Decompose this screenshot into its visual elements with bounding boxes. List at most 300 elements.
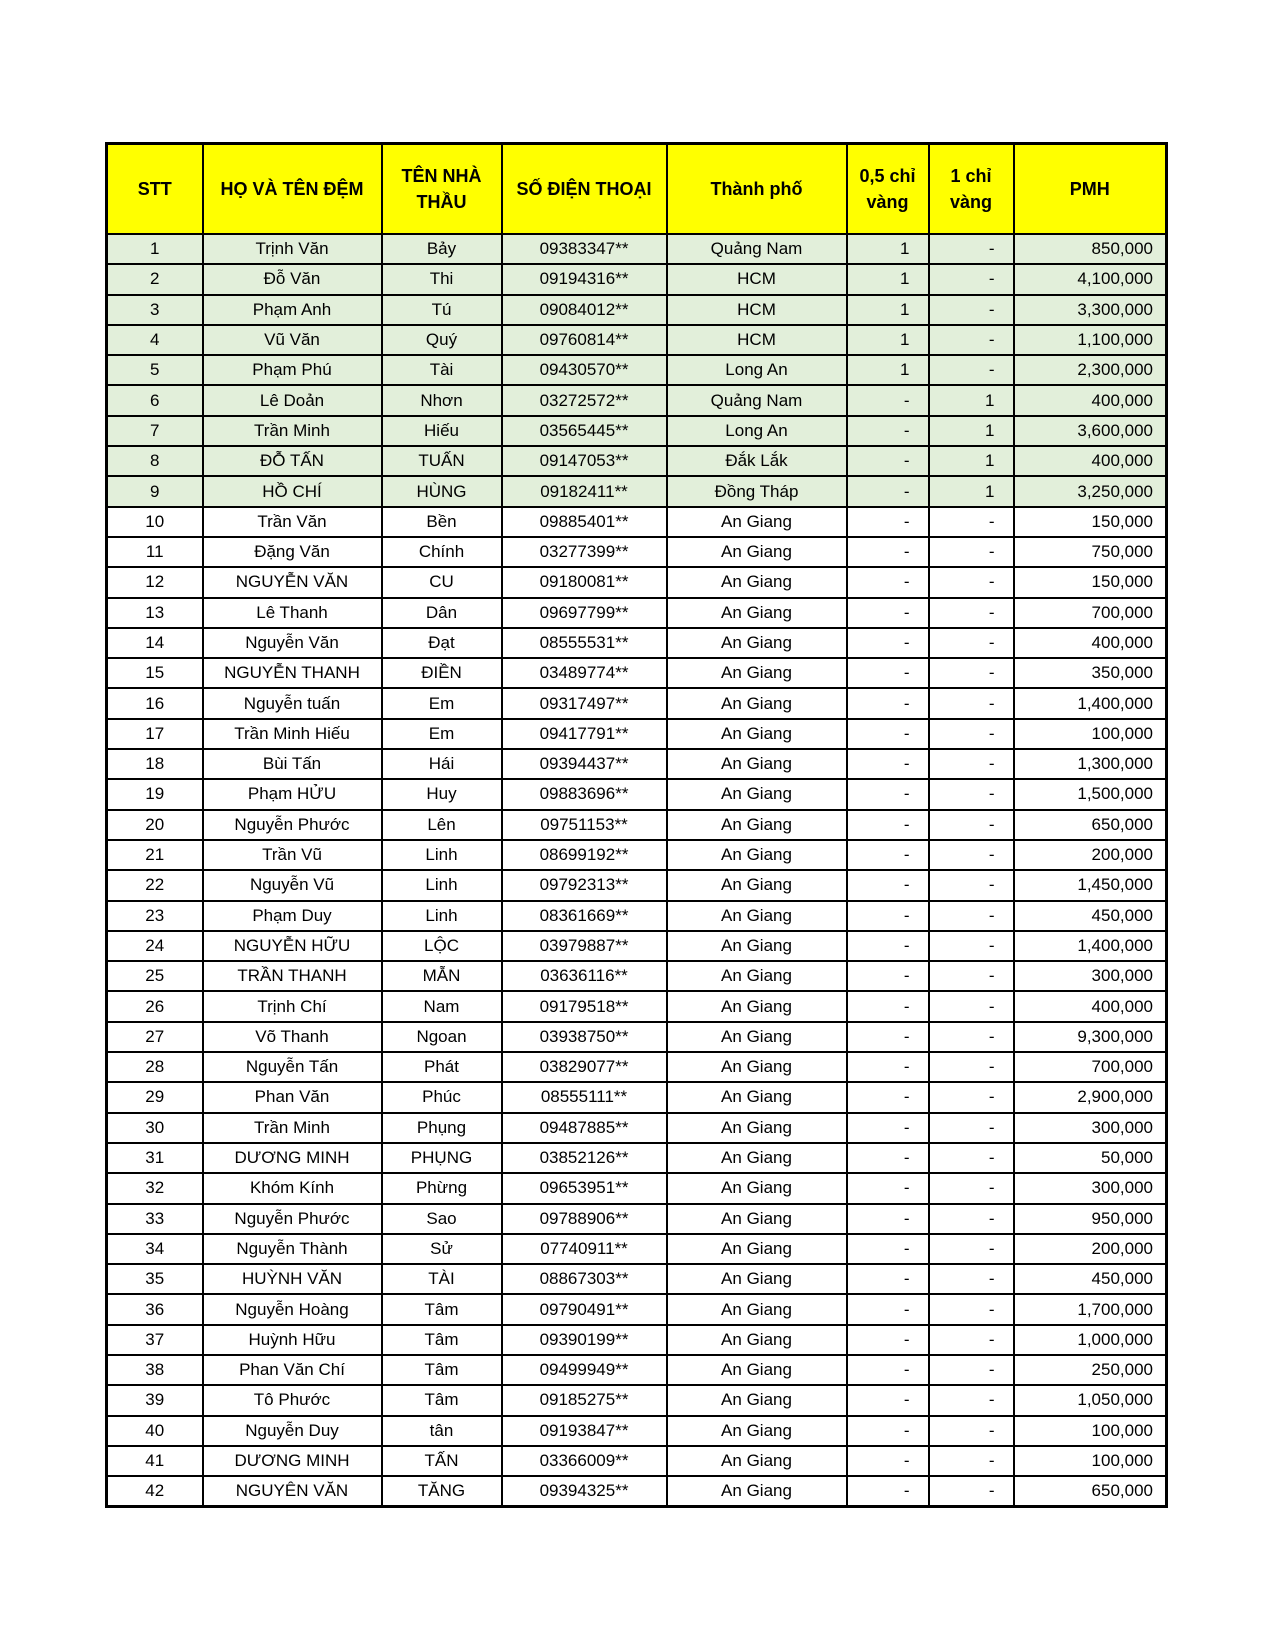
cell-full-name: Đỗ Văn [203, 264, 382, 294]
table-row [107, 295, 1167, 325]
cell-city: An Giang [667, 658, 847, 688]
table-row [107, 1113, 1167, 1143]
cell-contractor-name: Bền [382, 507, 502, 537]
cell-one-tael-gold: - [929, 961, 1014, 991]
cell-stt: 17 [107, 719, 203, 749]
cell-pmh: 4,100,000 [1014, 264, 1167, 294]
cell-one-tael-gold: - [929, 507, 1014, 537]
cell-half-tael-gold: - [847, 416, 929, 446]
cell-pmh: 100,000 [1014, 1446, 1167, 1476]
cell-contractor-name: Quý [382, 325, 502, 355]
cell-phone: 09788906** [502, 1204, 667, 1234]
cell-stt: 14 [107, 628, 203, 658]
cell-city: HCM [667, 325, 847, 355]
cell-stt: 6 [107, 385, 203, 415]
cell-phone: 08867303** [502, 1264, 667, 1294]
cell-half-tael-gold: - [847, 1355, 929, 1385]
cell-pmh: 250,000 [1014, 1355, 1167, 1385]
cell-phone: 09394325** [502, 1476, 667, 1507]
cell-city: An Giang [667, 1446, 847, 1476]
cell-half-tael-gold: - [847, 1476, 929, 1507]
cell-pmh: 1,500,000 [1014, 779, 1167, 809]
table-row [107, 1294, 1167, 1324]
cell-city: An Giang [667, 961, 847, 991]
cell-contractor-name: Ngoan [382, 1022, 502, 1052]
cell-one-tael-gold: - [929, 658, 1014, 688]
cell-pmh: 1,000,000 [1014, 1325, 1167, 1355]
cell-phone: 09751153** [502, 810, 667, 840]
cell-full-name: HỒ CHÍ [203, 476, 382, 506]
cell-contractor-name: TẤN [382, 1446, 502, 1476]
cell-stt: 33 [107, 1204, 203, 1234]
table-row [107, 628, 1167, 658]
cell-stt: 42 [107, 1476, 203, 1507]
table-row [107, 476, 1167, 506]
cell-one-tael-gold: - [929, 1052, 1014, 1082]
cell-phone: 03979887** [502, 931, 667, 961]
cell-stt: 23 [107, 901, 203, 931]
table-row [107, 1446, 1167, 1476]
cell-phone: 09317497** [502, 688, 667, 718]
cell-contractor-name: CU [382, 567, 502, 597]
cell-half-tael-gold: - [847, 446, 929, 476]
cell-one-tael-gold: - [929, 598, 1014, 628]
cell-half-tael-gold: - [847, 1294, 929, 1324]
cell-one-tael-gold: - [929, 567, 1014, 597]
cell-contractor-name: Tâm [382, 1355, 502, 1385]
table-row [107, 1355, 1167, 1385]
cell-contractor-name: TUẤN [382, 446, 502, 476]
cell-stt: 9 [107, 476, 203, 506]
cell-contractor-name: Em [382, 688, 502, 718]
cell-contractor-name: Tâm [382, 1385, 502, 1415]
table-row [107, 991, 1167, 1021]
cell-full-name: DƯƠNG MINH [203, 1143, 382, 1173]
cell-one-tael-gold: - [929, 1082, 1014, 1112]
cell-half-tael-gold: - [847, 507, 929, 537]
cell-contractor-name: Lên [382, 810, 502, 840]
cell-stt: 4 [107, 325, 203, 355]
cell-stt: 15 [107, 658, 203, 688]
cell-city: An Giang [667, 719, 847, 749]
cell-half-tael-gold: 1 [847, 355, 929, 385]
cell-one-tael-gold: - [929, 991, 1014, 1021]
cell-full-name: Nguyễn Vũ [203, 870, 382, 900]
cell-pmh: 1,700,000 [1014, 1294, 1167, 1324]
cell-half-tael-gold: 1 [847, 325, 929, 355]
cell-contractor-name: Sao [382, 1204, 502, 1234]
cell-phone: 09147053** [502, 446, 667, 476]
cell-phone: 09383347** [502, 234, 667, 264]
cell-stt: 20 [107, 810, 203, 840]
cell-city: An Giang [667, 507, 847, 537]
cell-city: An Giang [667, 1355, 847, 1385]
cell-one-tael-gold: 1 [929, 446, 1014, 476]
cell-half-tael-gold: - [847, 961, 929, 991]
cell-stt: 39 [107, 1385, 203, 1415]
table-row [107, 1325, 1167, 1355]
cell-stt: 25 [107, 961, 203, 991]
cell-pmh: 950,000 [1014, 1204, 1167, 1234]
table-row [107, 658, 1167, 688]
cell-city: An Giang [667, 991, 847, 1021]
cell-one-tael-gold: 1 [929, 385, 1014, 415]
cell-stt: 1 [107, 234, 203, 264]
table-row [107, 810, 1167, 840]
cell-stt: 8 [107, 446, 203, 476]
cell-pmh: 200,000 [1014, 840, 1167, 870]
cell-half-tael-gold: 1 [847, 234, 929, 264]
contractor-table [105, 142, 1168, 1508]
cell-pmh: 1,450,000 [1014, 870, 1167, 900]
cell-half-tael-gold: - [847, 537, 929, 567]
cell-one-tael-gold: - [929, 264, 1014, 294]
cell-one-tael-gold: - [929, 779, 1014, 809]
table-row [107, 931, 1167, 961]
cell-stt: 35 [107, 1264, 203, 1294]
cell-city: An Giang [667, 537, 847, 567]
cell-contractor-name: Em [382, 719, 502, 749]
cell-full-name: Trần Minh [203, 1113, 382, 1143]
cell-one-tael-gold: 1 [929, 416, 1014, 446]
cell-city: An Giang [667, 1385, 847, 1415]
table-row [107, 264, 1167, 294]
cell-half-tael-gold: - [847, 1416, 929, 1446]
cell-contractor-name: Chính [382, 537, 502, 567]
cell-one-tael-gold: - [929, 1143, 1014, 1173]
cell-half-tael-gold: - [847, 719, 929, 749]
cell-full-name: Lê Thanh [203, 598, 382, 628]
cell-stt: 21 [107, 840, 203, 870]
cell-city: An Giang [667, 567, 847, 597]
cell-contractor-name: Linh [382, 901, 502, 931]
table-row [107, 688, 1167, 718]
column-header-phone: SỐ ĐIỆN THOẠI [502, 144, 667, 235]
cell-half-tael-gold: - [847, 901, 929, 931]
cell-stt: 5 [107, 355, 203, 385]
cell-city: An Giang [667, 1325, 847, 1355]
cell-full-name: Phạm Anh [203, 295, 382, 325]
table-row [107, 779, 1167, 809]
cell-city: Long An [667, 416, 847, 446]
cell-stt: 36 [107, 1294, 203, 1324]
cell-full-name: Huỳnh Hữu [203, 1325, 382, 1355]
cell-full-name: NGUYỄN THANH [203, 658, 382, 688]
cell-phone: 08361669** [502, 901, 667, 931]
cell-contractor-name: Phụng [382, 1113, 502, 1143]
cell-half-tael-gold: 1 [847, 264, 929, 294]
cell-pmh: 300,000 [1014, 961, 1167, 991]
cell-stt: 2 [107, 264, 203, 294]
cell-one-tael-gold: - [929, 931, 1014, 961]
cell-one-tael-gold: - [929, 749, 1014, 779]
cell-one-tael-gold: - [929, 295, 1014, 325]
cell-city: An Giang [667, 1294, 847, 1324]
cell-pmh: 350,000 [1014, 658, 1167, 688]
cell-contractor-name: tân [382, 1416, 502, 1446]
cell-pmh: 450,000 [1014, 901, 1167, 931]
cell-one-tael-gold: - [929, 1022, 1014, 1052]
cell-city: Đồng Tháp [667, 476, 847, 506]
cell-pmh: 650,000 [1014, 810, 1167, 840]
cell-city: An Giang [667, 870, 847, 900]
cell-city: An Giang [667, 628, 847, 658]
table-row [107, 416, 1167, 446]
cell-half-tael-gold: - [847, 567, 929, 597]
cell-one-tael-gold: - [929, 1385, 1014, 1415]
cell-one-tael-gold: - [929, 719, 1014, 749]
cell-phone: 09790491** [502, 1294, 667, 1324]
table-row [107, 567, 1167, 597]
cell-pmh: 1,400,000 [1014, 688, 1167, 718]
cell-phone: 03636116** [502, 961, 667, 991]
table-row [107, 719, 1167, 749]
cell-one-tael-gold: - [929, 1294, 1014, 1324]
cell-phone: 03829077** [502, 1052, 667, 1082]
cell-full-name: Trần Minh [203, 416, 382, 446]
table-body [107, 234, 1167, 1507]
cell-contractor-name: LỘC [382, 931, 502, 961]
cell-pmh: 50,000 [1014, 1143, 1167, 1173]
cell-phone: 03366009** [502, 1446, 667, 1476]
cell-full-name: ĐỖ TẤN [203, 446, 382, 476]
cell-contractor-name: Nhơn [382, 385, 502, 415]
cell-contractor-name: Tú [382, 295, 502, 325]
table-row [107, 1173, 1167, 1203]
cell-pmh: 400,000 [1014, 446, 1167, 476]
table-row [107, 901, 1167, 931]
cell-city: An Giang [667, 688, 847, 718]
cell-half-tael-gold: - [847, 1325, 929, 1355]
cell-stt: 16 [107, 688, 203, 718]
cell-stt: 19 [107, 779, 203, 809]
cell-pmh: 750,000 [1014, 537, 1167, 567]
cell-half-tael-gold: - [847, 1082, 929, 1112]
cell-phone: 08699192** [502, 840, 667, 870]
cell-half-tael-gold: - [847, 931, 929, 961]
cell-pmh: 850,000 [1014, 234, 1167, 264]
table-row [107, 1385, 1167, 1415]
cell-one-tael-gold: - [929, 1476, 1014, 1507]
cell-contractor-name: Tài [382, 355, 502, 385]
table-row [107, 507, 1167, 537]
cell-half-tael-gold: - [847, 688, 929, 718]
cell-stt: 40 [107, 1416, 203, 1446]
cell-city: An Giang [667, 810, 847, 840]
table-row [107, 1143, 1167, 1173]
cell-one-tael-gold: 1 [929, 476, 1014, 506]
cell-phone: 07740911** [502, 1234, 667, 1264]
cell-full-name: NGUYÊN VĂN [203, 1476, 382, 1507]
cell-pmh: 300,000 [1014, 1173, 1167, 1203]
cell-phone: 09084012** [502, 295, 667, 325]
cell-full-name: Trịnh Chí [203, 991, 382, 1021]
cell-city: An Giang [667, 1143, 847, 1173]
cell-half-tael-gold: - [847, 749, 929, 779]
cell-contractor-name: Sử [382, 1234, 502, 1264]
cell-contractor-name: HÙNG [382, 476, 502, 506]
cell-contractor-name: PHỤNG [382, 1143, 502, 1173]
cell-full-name: Bùi Tấn [203, 749, 382, 779]
cell-city: An Giang [667, 1204, 847, 1234]
cell-phone: 09390199** [502, 1325, 667, 1355]
cell-city: An Giang [667, 901, 847, 931]
cell-city: An Giang [667, 1022, 847, 1052]
cell-phone: 09417791** [502, 719, 667, 749]
table-row [107, 961, 1167, 991]
cell-full-name: Nguyễn tuấn [203, 688, 382, 718]
cell-contractor-name: Nam [382, 991, 502, 1021]
cell-phone: 09179518** [502, 991, 667, 1021]
cell-stt: 12 [107, 567, 203, 597]
cell-one-tael-gold: - [929, 1204, 1014, 1234]
cell-pmh: 2,900,000 [1014, 1082, 1167, 1112]
cell-one-tael-gold: - [929, 234, 1014, 264]
cell-phone: 09499949** [502, 1355, 667, 1385]
cell-pmh: 300,000 [1014, 1113, 1167, 1143]
table-row [107, 1022, 1167, 1052]
cell-half-tael-gold: - [847, 991, 929, 1021]
cell-half-tael-gold: 1 [847, 295, 929, 325]
cell-full-name: Tô Phước [203, 1385, 382, 1415]
cell-stt: 37 [107, 1325, 203, 1355]
cell-contractor-name: Tâm [382, 1325, 502, 1355]
cell-half-tael-gold: - [847, 1052, 929, 1082]
cell-stt: 28 [107, 1052, 203, 1082]
cell-city: An Giang [667, 749, 847, 779]
cell-half-tael-gold: - [847, 779, 929, 809]
cell-phone: 09182411** [502, 476, 667, 506]
table-row [107, 1476, 1167, 1507]
cell-one-tael-gold: - [929, 840, 1014, 870]
cell-full-name: NGUYỄN VĂN [203, 567, 382, 597]
cell-city: An Giang [667, 1173, 847, 1203]
table-header [107, 144, 1167, 235]
cell-full-name: DƯƠNG MINH [203, 1446, 382, 1476]
column-header-half-tael-gold: 0,5 chỉ vàng [847, 144, 929, 235]
cell-stt: 18 [107, 749, 203, 779]
cell-phone: 09394437** [502, 749, 667, 779]
column-header-contractor: TÊN NHÀ THẦU [382, 144, 502, 235]
cell-one-tael-gold: - [929, 1355, 1014, 1385]
table-row [107, 1264, 1167, 1294]
cell-stt: 34 [107, 1234, 203, 1264]
cell-full-name: Trịnh Văn [203, 234, 382, 264]
table-row [107, 598, 1167, 628]
cell-half-tael-gold: - [847, 870, 929, 900]
column-header-city: Thành phố [667, 144, 847, 235]
cell-one-tael-gold: - [929, 1416, 1014, 1446]
cell-city: An Giang [667, 1234, 847, 1264]
table-row [107, 1052, 1167, 1082]
column-header-pmh: PMH [1014, 144, 1167, 235]
cell-full-name: Võ Thanh [203, 1022, 382, 1052]
cell-city: HCM [667, 295, 847, 325]
cell-pmh: 100,000 [1014, 1416, 1167, 1446]
cell-half-tael-gold: - [847, 840, 929, 870]
cell-phone: 09653951** [502, 1173, 667, 1203]
cell-one-tael-gold: - [929, 355, 1014, 385]
cell-half-tael-gold: - [847, 1234, 929, 1264]
cell-city: An Giang [667, 1113, 847, 1143]
cell-full-name: Nguyễn Hoàng [203, 1294, 382, 1324]
cell-phone: 03852126** [502, 1143, 667, 1173]
cell-full-name: Đặng Văn [203, 537, 382, 567]
cell-phone: 03938750** [502, 1022, 667, 1052]
cell-contractor-name: TÀI [382, 1264, 502, 1294]
cell-stt: 13 [107, 598, 203, 628]
cell-full-name: TRẦN THANH [203, 961, 382, 991]
cell-phone: 09180081** [502, 567, 667, 597]
cell-stt: 7 [107, 416, 203, 446]
cell-pmh: 700,000 [1014, 598, 1167, 628]
cell-contractor-name: TĂNG [382, 1476, 502, 1507]
cell-city: Đắk Lắk [667, 446, 847, 476]
cell-one-tael-gold: - [929, 901, 1014, 931]
cell-phone: 09760814** [502, 325, 667, 355]
cell-half-tael-gold: - [847, 810, 929, 840]
cell-full-name: Lê Doản [203, 385, 382, 415]
cell-pmh: 2,300,000 [1014, 355, 1167, 385]
cell-phone: 08555111** [502, 1082, 667, 1112]
cell-contractor-name: Hái [382, 749, 502, 779]
cell-city: An Giang [667, 1264, 847, 1294]
cell-full-name: Trần Minh Hiếu [203, 719, 382, 749]
cell-phone: 09194316** [502, 264, 667, 294]
cell-pmh: 3,600,000 [1014, 416, 1167, 446]
cell-half-tael-gold: - [847, 1022, 929, 1052]
cell-full-name: Vũ Văn [203, 325, 382, 355]
cell-city: Quảng Nam [667, 234, 847, 264]
table-row [107, 1082, 1167, 1112]
cell-pmh: 650,000 [1014, 1476, 1167, 1507]
cell-full-name: Nguyễn Tấn [203, 1052, 382, 1082]
cell-phone: 09883696** [502, 779, 667, 809]
cell-one-tael-gold: - [929, 810, 1014, 840]
cell-city: An Giang [667, 1082, 847, 1112]
cell-city: An Giang [667, 840, 847, 870]
cell-contractor-name: Huy [382, 779, 502, 809]
table-row [107, 537, 1167, 567]
cell-city: Long An [667, 355, 847, 385]
cell-city: An Giang [667, 598, 847, 628]
cell-pmh: 200,000 [1014, 1234, 1167, 1264]
cell-phone: 09185275** [502, 1385, 667, 1415]
cell-stt: 38 [107, 1355, 203, 1385]
cell-one-tael-gold: - [929, 870, 1014, 900]
table-row [107, 840, 1167, 870]
cell-full-name: Phạm Duy [203, 901, 382, 931]
cell-pmh: 1,100,000 [1014, 325, 1167, 355]
cell-full-name: NGUYỄN HỮU [203, 931, 382, 961]
cell-one-tael-gold: - [929, 1264, 1014, 1294]
cell-one-tael-gold: - [929, 1113, 1014, 1143]
cell-city: An Giang [667, 1476, 847, 1507]
cell-full-name: Nguyễn Duy [203, 1416, 382, 1446]
cell-pmh: 150,000 [1014, 567, 1167, 597]
column-header-one-tael-gold: 1 chỉ vàng [929, 144, 1014, 235]
cell-phone: 09792313** [502, 870, 667, 900]
cell-pmh: 400,000 [1014, 991, 1167, 1021]
cell-stt: 31 [107, 1143, 203, 1173]
cell-pmh: 1,050,000 [1014, 1385, 1167, 1415]
table-row [107, 870, 1167, 900]
cell-half-tael-gold: - [847, 1446, 929, 1476]
cell-pmh: 3,250,000 [1014, 476, 1167, 506]
cell-one-tael-gold: - [929, 325, 1014, 355]
cell-pmh: 1,300,000 [1014, 749, 1167, 779]
cell-contractor-name: Phúc [382, 1082, 502, 1112]
